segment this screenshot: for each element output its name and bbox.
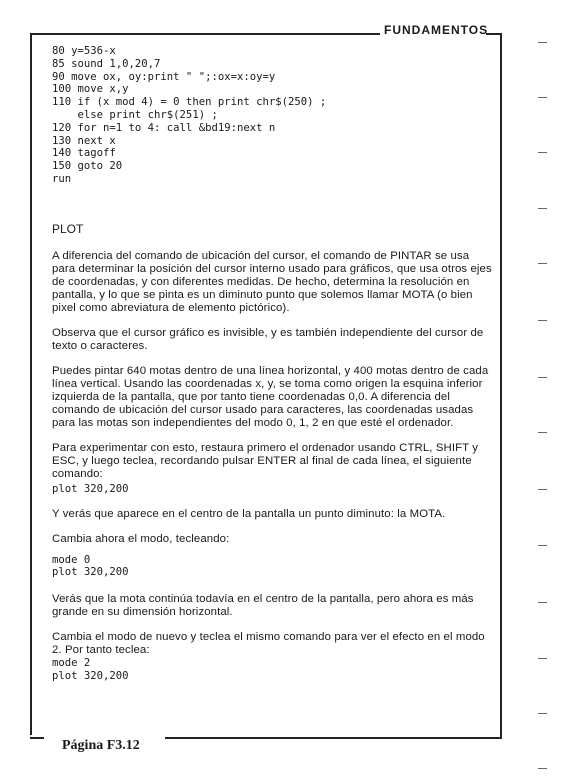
frame-bottom-rule-start <box>30 737 44 739</box>
paragraph-plot-intro: A diferencia del comando de ubicación del cursor, el comando de PINTAR se usa para determinar la posición del cursor interno usado para gráficos, que usa otros ejes de coordenadas, y con diferentes medidas. De hecho, determina la resolución en pantalla, y lo que se pinta es un diminuto punto que solemos llamar MOTA (o bien pixel como abreviatura de elemento pictórico). <box>52 249 492 314</box>
margin-tick <box>538 545 547 546</box>
code-line: 85 sound 1,0,20,7 <box>52 57 161 70</box>
frame-left-rule <box>30 33 32 735</box>
margin-tick <box>538 97 547 98</box>
code-line: else print chr$(251) ; <box>52 108 218 121</box>
paragraph-mota: Y verás que aparece en el centro de la pantalla un punto diminuto: la MOTA. <box>52 507 446 520</box>
code-line: 100 move x,y <box>52 83 129 96</box>
margin-tick <box>538 658 547 659</box>
margin-tick <box>538 432 547 433</box>
code-plot: plot 320,200 <box>52 482 129 495</box>
section-title: PLOT <box>52 221 84 236</box>
running-header: FUNDAMENTOS <box>384 23 489 37</box>
margin-tick <box>538 263 547 264</box>
paragraph-invisible-cursor: Observa que el cursor gráfico es invisible, y es también independiente del cursor de texto o caracteres. <box>52 326 484 352</box>
paragraph-wider-mota: Verás que la mota continúa todavía en el centro de la pantalla, pero ahora es más grande en su dimensión horizontal. <box>52 593 474 619</box>
code-line: 140 tagoff <box>52 147 116 160</box>
code-line: run <box>52 172 72 185</box>
code-mode-0: mode 0 plot 320,200 <box>52 553 129 579</box>
margin-tick <box>538 208 547 209</box>
margin-tick <box>538 377 547 378</box>
code-line: 130 next x <box>52 134 116 147</box>
code-mode-2: mode 2 plot 320,200 <box>52 657 129 682</box>
margin-tick <box>538 489 547 490</box>
paragraph-resolution: Puedes pintar 640 motas dentro de una línea horizontal, y 400 motas dentro de cada línea vertical. Usando las coordenadas x, y, se toma como origen la esquina inferior izquierda de la pantalla, que por tanto tiene coordenadas 0,0. A diferencia del comando de ubicación del cursor usado para caracteres, las coordenadas usadas para las motas son independientes del modo 0, 1, 2 en que esté el ordenador. <box>52 364 489 429</box>
code-line: 90 move ox, oy:print " ";:ox=x:oy=y <box>52 70 276 83</box>
code-line: 120 for n=1 to 4: call &bd19:next n <box>52 121 276 134</box>
margin-tick <box>538 152 547 153</box>
paragraph-change-mode: Cambia ahora el modo, tecleando: <box>52 532 230 545</box>
paragraph-mode-2: Cambia el modo de nuevo y teclea el mismo comando para ver el efecto en el modo 2. Por tanto teclea: <box>52 631 485 657</box>
code-line: 150 goto 20 <box>52 160 123 173</box>
code-line: 80 y=536-x <box>52 45 116 57</box>
margin-tick <box>538 602 547 603</box>
page-number: Página F3.12 <box>62 738 140 753</box>
frame-bottom-rule <box>165 737 502 739</box>
margin-tick <box>538 713 547 714</box>
page-content <box>52 45 492 683</box>
margin-tick <box>538 320 547 321</box>
frame-right-rule <box>500 33 502 738</box>
code-line: 110 if (x mod 4) = 0 then print chr$(250) ; <box>52 96 327 109</box>
margin-tick <box>538 768 547 769</box>
program-listing <box>52 45 492 186</box>
margin-tick <box>538 42 547 43</box>
paragraph-experiment: Para experimentar con esto, restaura primero el ordenador usando CTRL, SHIFT y ESC, y luego teclea, recordando pulsar ENTER al final de cada línea, el siguiente comando: <box>52 441 479 480</box>
frame-top-rule <box>30 33 380 35</box>
